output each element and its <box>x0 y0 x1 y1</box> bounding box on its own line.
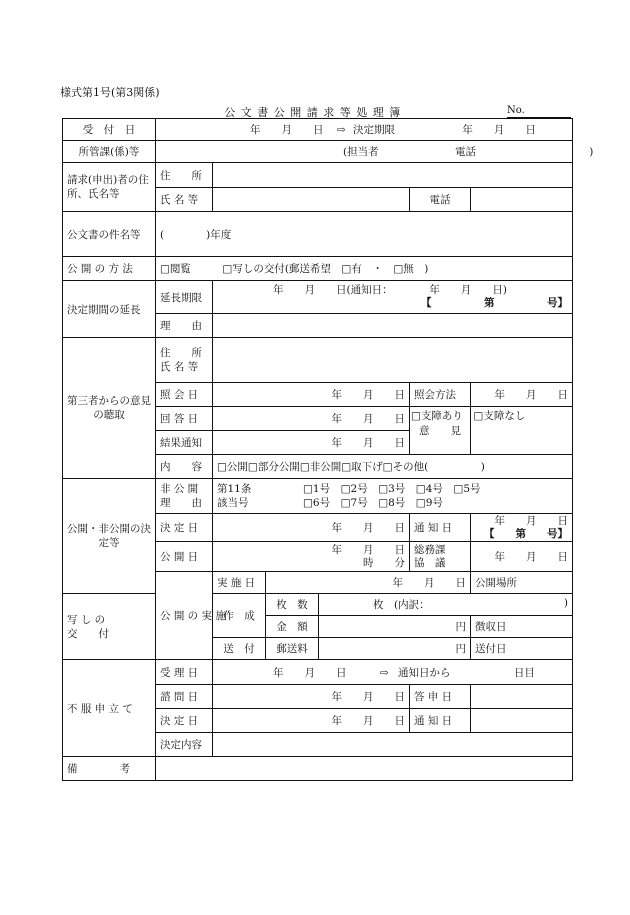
inquiry-method-date[interactable]: 年 月 日 <box>471 383 573 407</box>
requester-label: 請求(申出)者の住所、氏名等 <box>63 163 156 212</box>
extension-reason-field[interactable] <box>213 314 573 338</box>
third-addr-name-label: 住 所 氏 名 等 <box>156 338 213 383</box>
contact-person: (担当者 <box>343 146 379 158</box>
nondisclosure-field[interactable] <box>213 479 573 514</box>
report-field[interactable] <box>471 685 573 709</box>
received-field[interactable] <box>156 119 573 141</box>
address-field[interactable] <box>213 163 573 188</box>
days-label: 日目 <box>513 666 535 679</box>
copy-label: 写 し の 交 付 <box>63 594 156 660</box>
inquiry-date[interactable]: 年 月 日 <box>213 383 410 407</box>
third-party-label: 第三者からの意見の聴取 <box>63 338 156 479</box>
extension-reason-label: 理 由 <box>156 314 213 338</box>
decision-date-label: 決 定 日 <box>156 514 213 542</box>
appeal-notice-label: 通 知 日 <box>410 709 471 733</box>
public-date-label: 公 開 日 <box>156 542 213 572</box>
extension-label: 決定期間の延長 <box>63 281 156 338</box>
dept-field[interactable] <box>156 141 594 163</box>
name-label: 氏 名 等 <box>156 188 213 212</box>
arrow-icon: ⇨ <box>336 124 346 136</box>
deadline-date: 年 月 日 <box>462 124 536 136</box>
article-label: 第11条 該当号 <box>217 483 252 509</box>
appeal-decision-date[interactable]: 年 月 日 <box>213 709 410 733</box>
implementation-label: 公 開 の 実 施 <box>156 572 213 660</box>
opinion-options[interactable]: □支障あり □支障なし <box>411 410 526 422</box>
inquiry-label: 照 会 日 <box>156 383 213 407</box>
amount-label: 金 額 <box>266 616 319 638</box>
report-label: 答 申 日 <box>410 685 471 709</box>
result-label: 結果通知 <box>156 431 213 455</box>
opinion-label: 意 見 <box>410 407 471 455</box>
received-date: 年 月 日 <box>250 124 324 136</box>
public-date-field[interactable] <box>213 542 410 572</box>
number-field[interactable]: No. <box>507 104 571 118</box>
appeal-notice-field[interactable] <box>471 709 573 733</box>
appeal-received-date: 年 月 日 <box>273 666 347 679</box>
appeal-arrow-icon: ⇨ <box>379 666 389 679</box>
extension-deadline-label: 延長期限 <box>156 281 213 314</box>
remarks-field[interactable] <box>156 757 573 781</box>
appeal-content-label: 決定内容 <box>156 733 213 757</box>
numbers-row-1[interactable]: □1号 □2号 □3号 □4号 □5号 <box>303 483 481 495</box>
extension-deadline-field[interactable] <box>213 281 573 314</box>
numbers-row-2[interactable]: □6号 □7号 □8号 □9号 <box>303 497 443 509</box>
method-label: 公 開 の 方 法 <box>63 257 156 281</box>
doc-title-label: 公文書の件名等 <box>63 212 156 257</box>
appeal-content-field[interactable] <box>213 733 573 757</box>
appeal-received-field[interactable] <box>213 660 573 685</box>
public-time: 時 分 <box>363 556 405 569</box>
appeal-consult-date[interactable]: 年 月 日 <box>213 685 410 709</box>
appeal-label: 不 服 申 立 て <box>63 660 156 757</box>
page-title: 公文書公開請求等処理簿 <box>224 106 406 119</box>
consult-date-label: 諮 問 日 <box>156 685 213 709</box>
form-id: 様式第1号(第3関係) <box>60 86 160 99</box>
decision-label: 公開・非公開の決定等 <box>63 479 156 594</box>
sheets-value: 枚 (内訳： <box>373 599 430 611</box>
third-addr-name-field[interactable] <box>213 338 573 383</box>
reply-date[interactable]: 年 月 日 <box>213 407 410 431</box>
deadline-label: 決定期限 <box>353 124 395 136</box>
name-field[interactable] <box>213 188 410 212</box>
extension-deadline-value: 年 月 日(通知日： 年 月 日) <box>273 284 507 296</box>
consult-label: 総務課 協 議 <box>410 542 471 572</box>
sheets-close: ) <box>563 597 568 609</box>
processing-register-table <box>62 118 594 781</box>
remarks-label: 備 考 <box>63 757 156 781</box>
dept-phone-label: 電話 <box>454 146 476 158</box>
notice-label: 通 知 日 <box>410 514 471 542</box>
method-options[interactable]: □閲覧 □写しの交付(郵送希望 □有 ・ □無 ) <box>156 257 573 281</box>
make-label: 作 成 <box>213 594 266 638</box>
notice-number: 【 第 号】 <box>484 527 568 540</box>
impl-date-label: 実 施 日 <box>213 572 266 594</box>
sheets-field[interactable] <box>319 594 573 616</box>
extension-number: 【 第 号】 <box>421 297 568 309</box>
content-label: 内 容 <box>156 455 213 479</box>
send-date-label: 送付日 <box>471 638 573 660</box>
dept-close: ) <box>589 146 594 158</box>
requester-phone-label: 電話 <box>410 188 471 212</box>
place-label: 公開場所 <box>471 572 573 594</box>
result-date[interactable]: 年 月 日 <box>213 431 410 455</box>
impl-date[interactable]: 年 月 日 <box>266 572 471 594</box>
doc-title-field[interactable]: ( )年度 <box>156 212 573 257</box>
sheets-label: 枚 数 <box>266 594 319 616</box>
amount-field[interactable]: 円 <box>319 616 471 638</box>
notice-field[interactable] <box>471 514 573 542</box>
decision-date[interactable]: 年 月 日 <box>213 514 410 542</box>
requester-phone-field[interactable] <box>471 188 573 212</box>
consult-date[interactable]: 年 月 日 <box>471 542 573 572</box>
appeal-received-label: 受 理 日 <box>156 660 213 685</box>
dept-label: 所管課(係)等 <box>63 141 156 163</box>
send-label: 送 付 <box>213 638 266 660</box>
postage-label: 郵送料 <box>266 638 319 660</box>
reply-label: 回 答 日 <box>156 407 213 431</box>
appeal-decision-label: 決 定 日 <box>156 709 213 733</box>
content-options[interactable]: □公開□部分公開□非公開□取下げ□その他( ) <box>213 455 573 479</box>
from-notice-label: 通知日から <box>398 666 451 679</box>
postage-field[interactable]: 円 <box>319 638 471 660</box>
collect-label: 徴収日 <box>471 616 573 638</box>
notice-date: 年 月 日 <box>494 514 568 527</box>
inquiry-method-label: 照会方法 <box>410 383 471 407</box>
received-label: 受 付 日 <box>63 119 156 141</box>
nondisclosure-label: 非 公 開 理 由 <box>156 479 213 514</box>
public-date: 年 月 日 <box>331 543 405 556</box>
address-label: 住 所 <box>156 163 213 188</box>
